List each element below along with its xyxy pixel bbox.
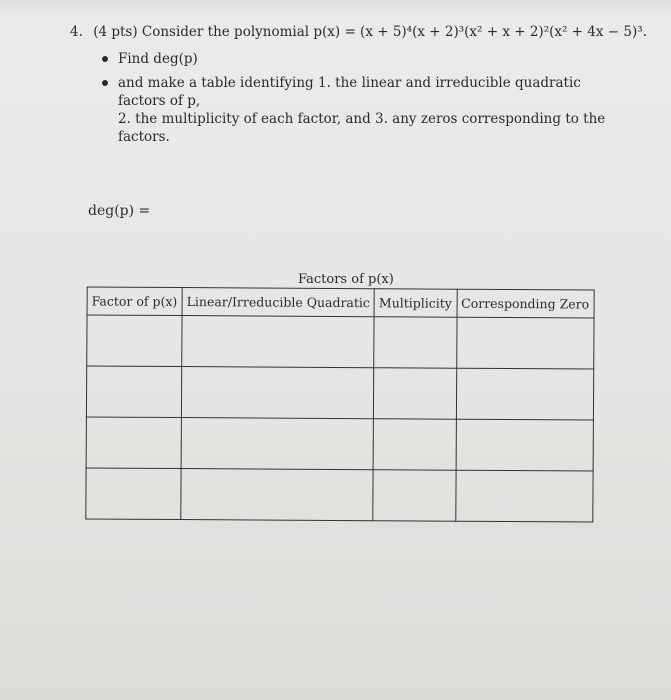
table-cell[interactable] bbox=[455, 470, 593, 522]
bullet-text: and make a table identifying 1. the linear and irreducible quadratic factors of p, bbox=[118, 75, 581, 109]
table-row bbox=[87, 315, 594, 369]
table-cell[interactable] bbox=[181, 469, 374, 521]
table-cell[interactable] bbox=[373, 419, 456, 470]
question-header bbox=[70, 24, 647, 40]
header-zero: Corresponding Zero bbox=[457, 289, 595, 318]
table-title: Factors of p(x) bbox=[298, 272, 394, 287]
bullet-list bbox=[102, 50, 618, 152]
bullet-text: Find deg(p) bbox=[118, 51, 198, 67]
question-number: 4. bbox=[70, 24, 83, 40]
table-row bbox=[86, 366, 593, 420]
degree-label: deg(p) = bbox=[88, 203, 151, 219]
table-cell[interactable] bbox=[374, 368, 457, 419]
bullet-dot-icon bbox=[102, 56, 108, 62]
table-cell[interactable] bbox=[86, 417, 181, 469]
table-cell[interactable] bbox=[87, 315, 182, 367]
table-row bbox=[86, 417, 593, 471]
bullet-item bbox=[102, 74, 618, 146]
question-text: (4 pts) Consider the polynomial p(x) = (x + 5)⁴(x + 2)³(x² + x + 2)²(x² + 4x − 5)³. bbox=[93, 24, 647, 40]
factors-table bbox=[85, 286, 594, 522]
header-type: Linear/Irreducible Quadratic bbox=[182, 288, 374, 317]
table-cell[interactable] bbox=[86, 468, 181, 520]
table-cell[interactable] bbox=[181, 367, 374, 419]
header-multiplicity: Multiplicity bbox=[374, 289, 456, 318]
bullet-text-continued: 2. the multiplicity of each factor, and 3. any zeros corresponding to the factors. bbox=[118, 111, 606, 145]
bullet-dot-icon bbox=[102, 80, 108, 86]
table-cell[interactable] bbox=[182, 316, 375, 368]
header-factor: Factor of p(x) bbox=[87, 287, 182, 316]
table-cell[interactable] bbox=[86, 366, 181, 418]
table-cell[interactable] bbox=[181, 418, 374, 470]
table-cell[interactable] bbox=[456, 368, 594, 420]
table-cell[interactable] bbox=[456, 419, 594, 471]
page-shadow bbox=[0, 0, 671, 20]
table-cell[interactable] bbox=[374, 317, 457, 368]
table-row bbox=[86, 468, 593, 522]
table-cell[interactable] bbox=[456, 317, 594, 369]
table-header-row bbox=[87, 287, 594, 318]
bullet-item bbox=[102, 50, 618, 68]
table-cell[interactable] bbox=[373, 470, 456, 522]
